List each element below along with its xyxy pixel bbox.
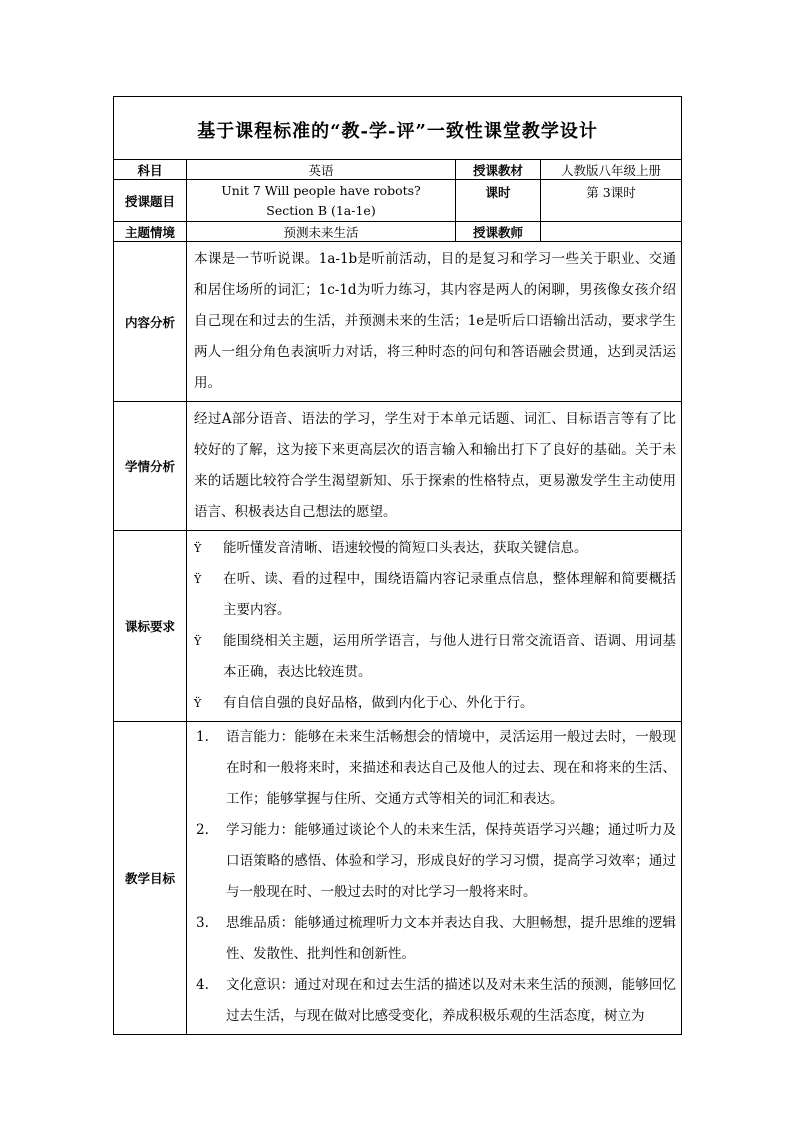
bullet-icon: Ÿ — [194, 635, 202, 648]
content-analysis-text: 本课是一节听说课。1a-1b是听前活动，目的是复习和学习一些关于职业、交通和居住场所的词汇；1c-1d为听力练习，其内容是两人的闲聊，男孩像女孩介绍自己现在和过去的生活，并预测未来的生活；1e是听后口语输出活动，要求学生两人一组分角色表演听力对话，将三种时态的问句和答语融会贯通，达到灵活运用。 — [187, 242, 682, 402]
objectives-label: 教学目标 — [114, 722, 187, 1035]
bullet-icon: Ÿ — [194, 697, 202, 710]
objective-item: 4. 文化意识：通过对现在和过去生活的描述以及对未来生活的预测，能够回忆过去生活，与现在做对比感受变化，养成积极乐观的生活态度，树立为 — [196, 977, 677, 1024]
standards-item: Ÿ 能听懂发音清晰、语速较慢的简短口头表达，获取关键信息。 — [194, 533, 676, 564]
objective-item: 2. 学习能力：能够通过谈论个人的未来生活，保持英语学习兴趣；通过听力及口语策略的感悟、体验和学习，形成良好的学习习惯，提高学习效率；通过与一般现在时、一般过去时的对比学习一般将来时。 — [196, 822, 677, 900]
topic-line-1: Unit 7 Will people have robots? — [221, 182, 421, 198]
theme-value: 预测未来生活 — [187, 222, 456, 242]
topic-label: 授课题目 — [114, 180, 187, 222]
standards-item: Ÿ 能围绕相关主题，运用所学语言，与他人进行日常交流语音、语调、用词基本正确，表达比较连贯。 — [194, 626, 676, 688]
teacher-value — [541, 222, 682, 242]
period-label: 课时 — [456, 180, 541, 222]
standards-item: Ÿ 有自信自强的良好品格，做到内化于心、外化于行。 — [194, 688, 676, 719]
period-value: 第 3课时 — [541, 180, 682, 222]
student-analysis-label: 学情分析 — [114, 402, 187, 531]
document-title: 基于课程标准的“教-学-评”一致性课堂教学设计 — [114, 97, 682, 160]
content-analysis-label: 内容分析 — [114, 242, 187, 402]
theme-label: 主题情境 — [114, 222, 187, 242]
bullet-icon: Ÿ — [194, 542, 202, 555]
objective-item: 3. 思维品质：能够通过梳理听力文本并表达自我、大胆畅想，提升思维的逻辑性、发散性、批判性和创新性。 — [196, 915, 677, 962]
textbook-value: 人教版八年级上册 — [541, 160, 682, 180]
lesson-plan-page — [113, 96, 681, 1035]
standards-item: Ÿ 在听、读、看的过程中，围绕语篇内容记录重点信息，整体理解和简要概括主要内容。 — [194, 564, 676, 626]
teacher-label: 授课教师 — [456, 222, 541, 242]
standards-label: 课标要求 — [114, 531, 187, 722]
lesson-plan-table — [113, 96, 682, 1035]
topic-line-2: Section B (1a-1e) — [266, 202, 376, 218]
subject-value: 英语 — [187, 160, 456, 180]
subject-label: 科目 — [114, 160, 187, 180]
objectives-list — [187, 722, 682, 1035]
bullet-icon: Ÿ — [194, 573, 202, 586]
standards-list — [187, 531, 682, 722]
student-analysis-text: 经过A部分语音、语法的学习，学生对于本单元话题、词汇、目标语言等有了比较好的了解，这为接下来更高层次的语言输入和输出打下了良好的基础。关于未来的话题比较符合学生渴望新知、乐于探索的性格特点，更易激发学生主动使用语言、积极表达自己想法的愿望。 — [187, 402, 682, 531]
topic-value — [187, 180, 456, 222]
textbook-label: 授课教材 — [456, 160, 541, 180]
objective-item: 1. 语言能力：能够在未来生活畅想会的情境中，灵活运用一般过去时，一般现在时和一般将来时，来描述和表达自己及他人的过去、现在和将来的生活、工作；能够掌握与住所、交通方式等相关的词汇和表达。 — [196, 729, 677, 807]
